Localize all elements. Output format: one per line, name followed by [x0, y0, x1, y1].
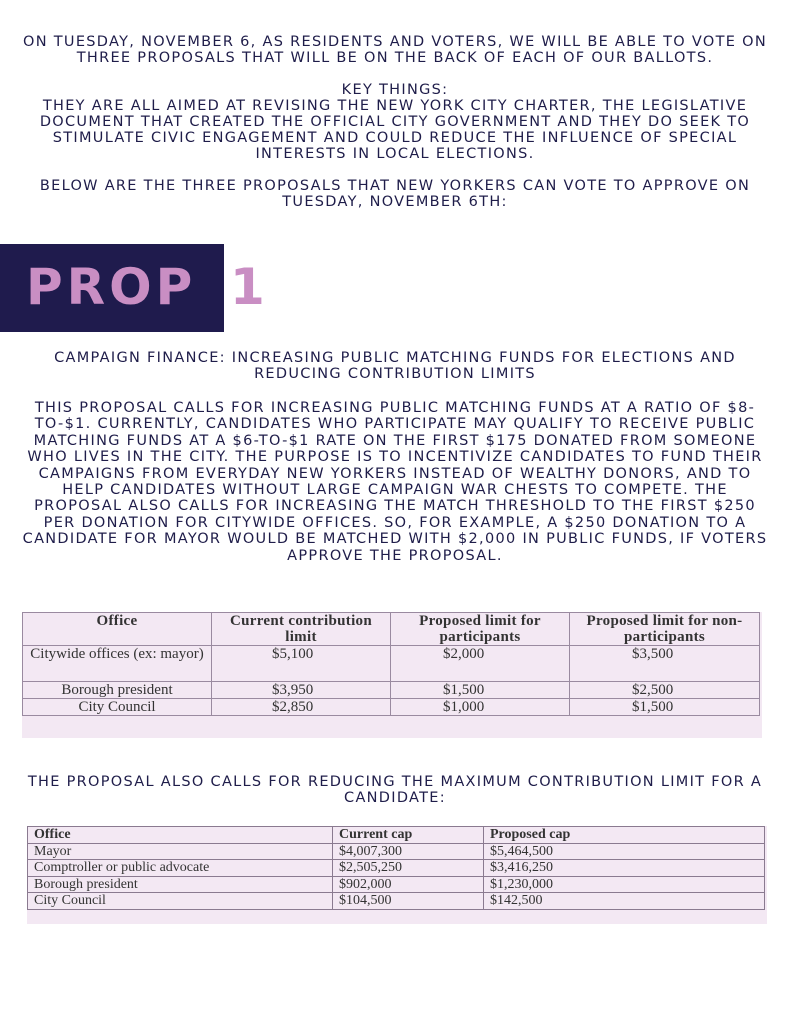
table-header-row	[23, 613, 760, 646]
table-row	[23, 699, 760, 716]
table-cell: $3,416,250	[484, 860, 765, 877]
intro-section	[20, 34, 770, 210]
table-cell: $902,000	[333, 876, 484, 893]
table-cell: $142,500	[484, 893, 765, 910]
prop-label: PROP	[26, 258, 197, 316]
table-header: Proposed limit for participants	[391, 613, 570, 646]
table-cell: $2,000	[391, 646, 570, 682]
table-row	[28, 843, 765, 860]
table-row	[23, 682, 760, 699]
prop1-body: THIS PROPOSAL CALLS FOR INCREASING PUBLIC MATCHING FUNDS AT A RATIO OF $8-TO-$1. CURRENTLY, CANDIDATES WHO PARTICIPATE MAY QUALIFY TO RECEIVE PUBLIC MATCHING FUNDS AT A $6-TO-$1 RATE ON THE FIRST $175 DONATED FROM SOMEONE WHO LIVES IN THE CITY. THE PURPOSE IS TO INCENTIVIZE CANDIDATES TO FUND THEIR CAMPAIGNS FROM EVERYDAY NEW YORKERS INSTEAD OF WEALTHY DONORS, AND TO HELP CANDIDATES WITHOUT LARGE CAMPAIGN WAR CHESTS TO COMPETE. THE PROPOSAL ALSO CALLS FOR INCREASING THE MATCH THRESHOLD TO THE FIRST $250 PER DONATION FOR CITYWIDE OFFICES. SO, FOR EXAMPLE, A $250 DONATION TO A CANDIDATE FOR MAYOR WOULD BE MATCHED WITH $2,000 IN PUBLIC FUNDS, IF VOTERS APPROVE THE PROPOSAL.	[22, 400, 768, 564]
table-cell: $4,007,300	[333, 843, 484, 860]
contribution-limits-table-container	[22, 612, 762, 738]
key-things-text: THEY ARE ALL AIMED AT REVISING THE NEW YORK CITY CHARTER, THE LEGISLATIVE DOCUMENT THAT CREATED THE OFFICIAL CITY GOVERNMENT AND THEY DO SEEK TO STIMULATE CIVIC ENGAGEMENT AND COULD REDUCE THE INFLUENCE OF SPECIAL INTERESTS IN LOCAL ELECTIONS.	[39, 98, 751, 162]
table-cell: $1,500	[570, 699, 760, 716]
table-cell: $2,500	[570, 682, 760, 699]
table-cell: $1,500	[391, 682, 570, 699]
table-cell: Borough president	[23, 682, 212, 699]
prop-number: 1	[230, 258, 265, 316]
table-cell: $3,500	[570, 646, 760, 682]
table-header-row	[28, 827, 765, 844]
table-header: Current cap	[333, 827, 484, 844]
table-cell: City Council	[23, 699, 212, 716]
intro-paragraph: ON TUESDAY, NOVEMBER 6, AS RESIDENTS AND VOTERS, WE WILL BE ABLE TO VOTE ON THREE PROPOSALS THAT WILL BE ON THE BACK OF EACH OF OUR BALLOTS.	[22, 34, 767, 66]
prop1-title: CAMPAIGN FINANCE: INCREASING PUBLIC MATCHING FUNDS FOR ELECTIONS AND REDUCING CONTRIBUTION LIMITS	[54, 350, 736, 382]
contribution-caps-table	[27, 826, 765, 910]
contribution-caps-table-container	[27, 826, 767, 924]
table-cell: $5,464,500	[484, 843, 765, 860]
table-cell: Comptroller or public advocate	[28, 860, 333, 877]
table-header: Proposed limit for non-participants	[570, 613, 760, 646]
table-row	[28, 893, 765, 910]
table-cell: Borough president	[28, 876, 333, 893]
table-header: Proposed cap	[484, 827, 765, 844]
table-row	[28, 876, 765, 893]
table-header: Current contribution limit	[212, 613, 391, 646]
table-cell: $2,505,250	[333, 860, 484, 877]
table-header: Office	[28, 827, 333, 844]
reduce-limit-intro: THE PROPOSAL ALSO CALLS FOR REDUCING THE MAXIMUM CONTRIBUTION LIMIT FOR A CANDIDATE:	[27, 774, 763, 806]
table-header: Office	[23, 613, 212, 646]
table-cell: Citywide offices (ex: mayor)	[23, 646, 212, 682]
table-cell: City Council	[28, 893, 333, 910]
table-cell: $5,100	[212, 646, 391, 682]
table-cell: $1,000	[391, 699, 570, 716]
table-cell: $3,950	[212, 682, 391, 699]
table-row	[28, 860, 765, 877]
table-cell: $2,850	[212, 699, 391, 716]
key-things-heading: KEY THINGS:	[341, 82, 449, 98]
proposals-intro: BELOW ARE THE THREE PROPOSALS THAT NEW YORKERS CAN VOTE TO APPROVE ON TUESDAY, NOVEMBER 6TH:	[39, 178, 751, 210]
contribution-limits-table	[22, 612, 760, 716]
table-cell: $1,230,000	[484, 876, 765, 893]
table-row	[23, 646, 760, 682]
table-cell: $104,500	[333, 893, 484, 910]
table-cell: Mayor	[28, 843, 333, 860]
